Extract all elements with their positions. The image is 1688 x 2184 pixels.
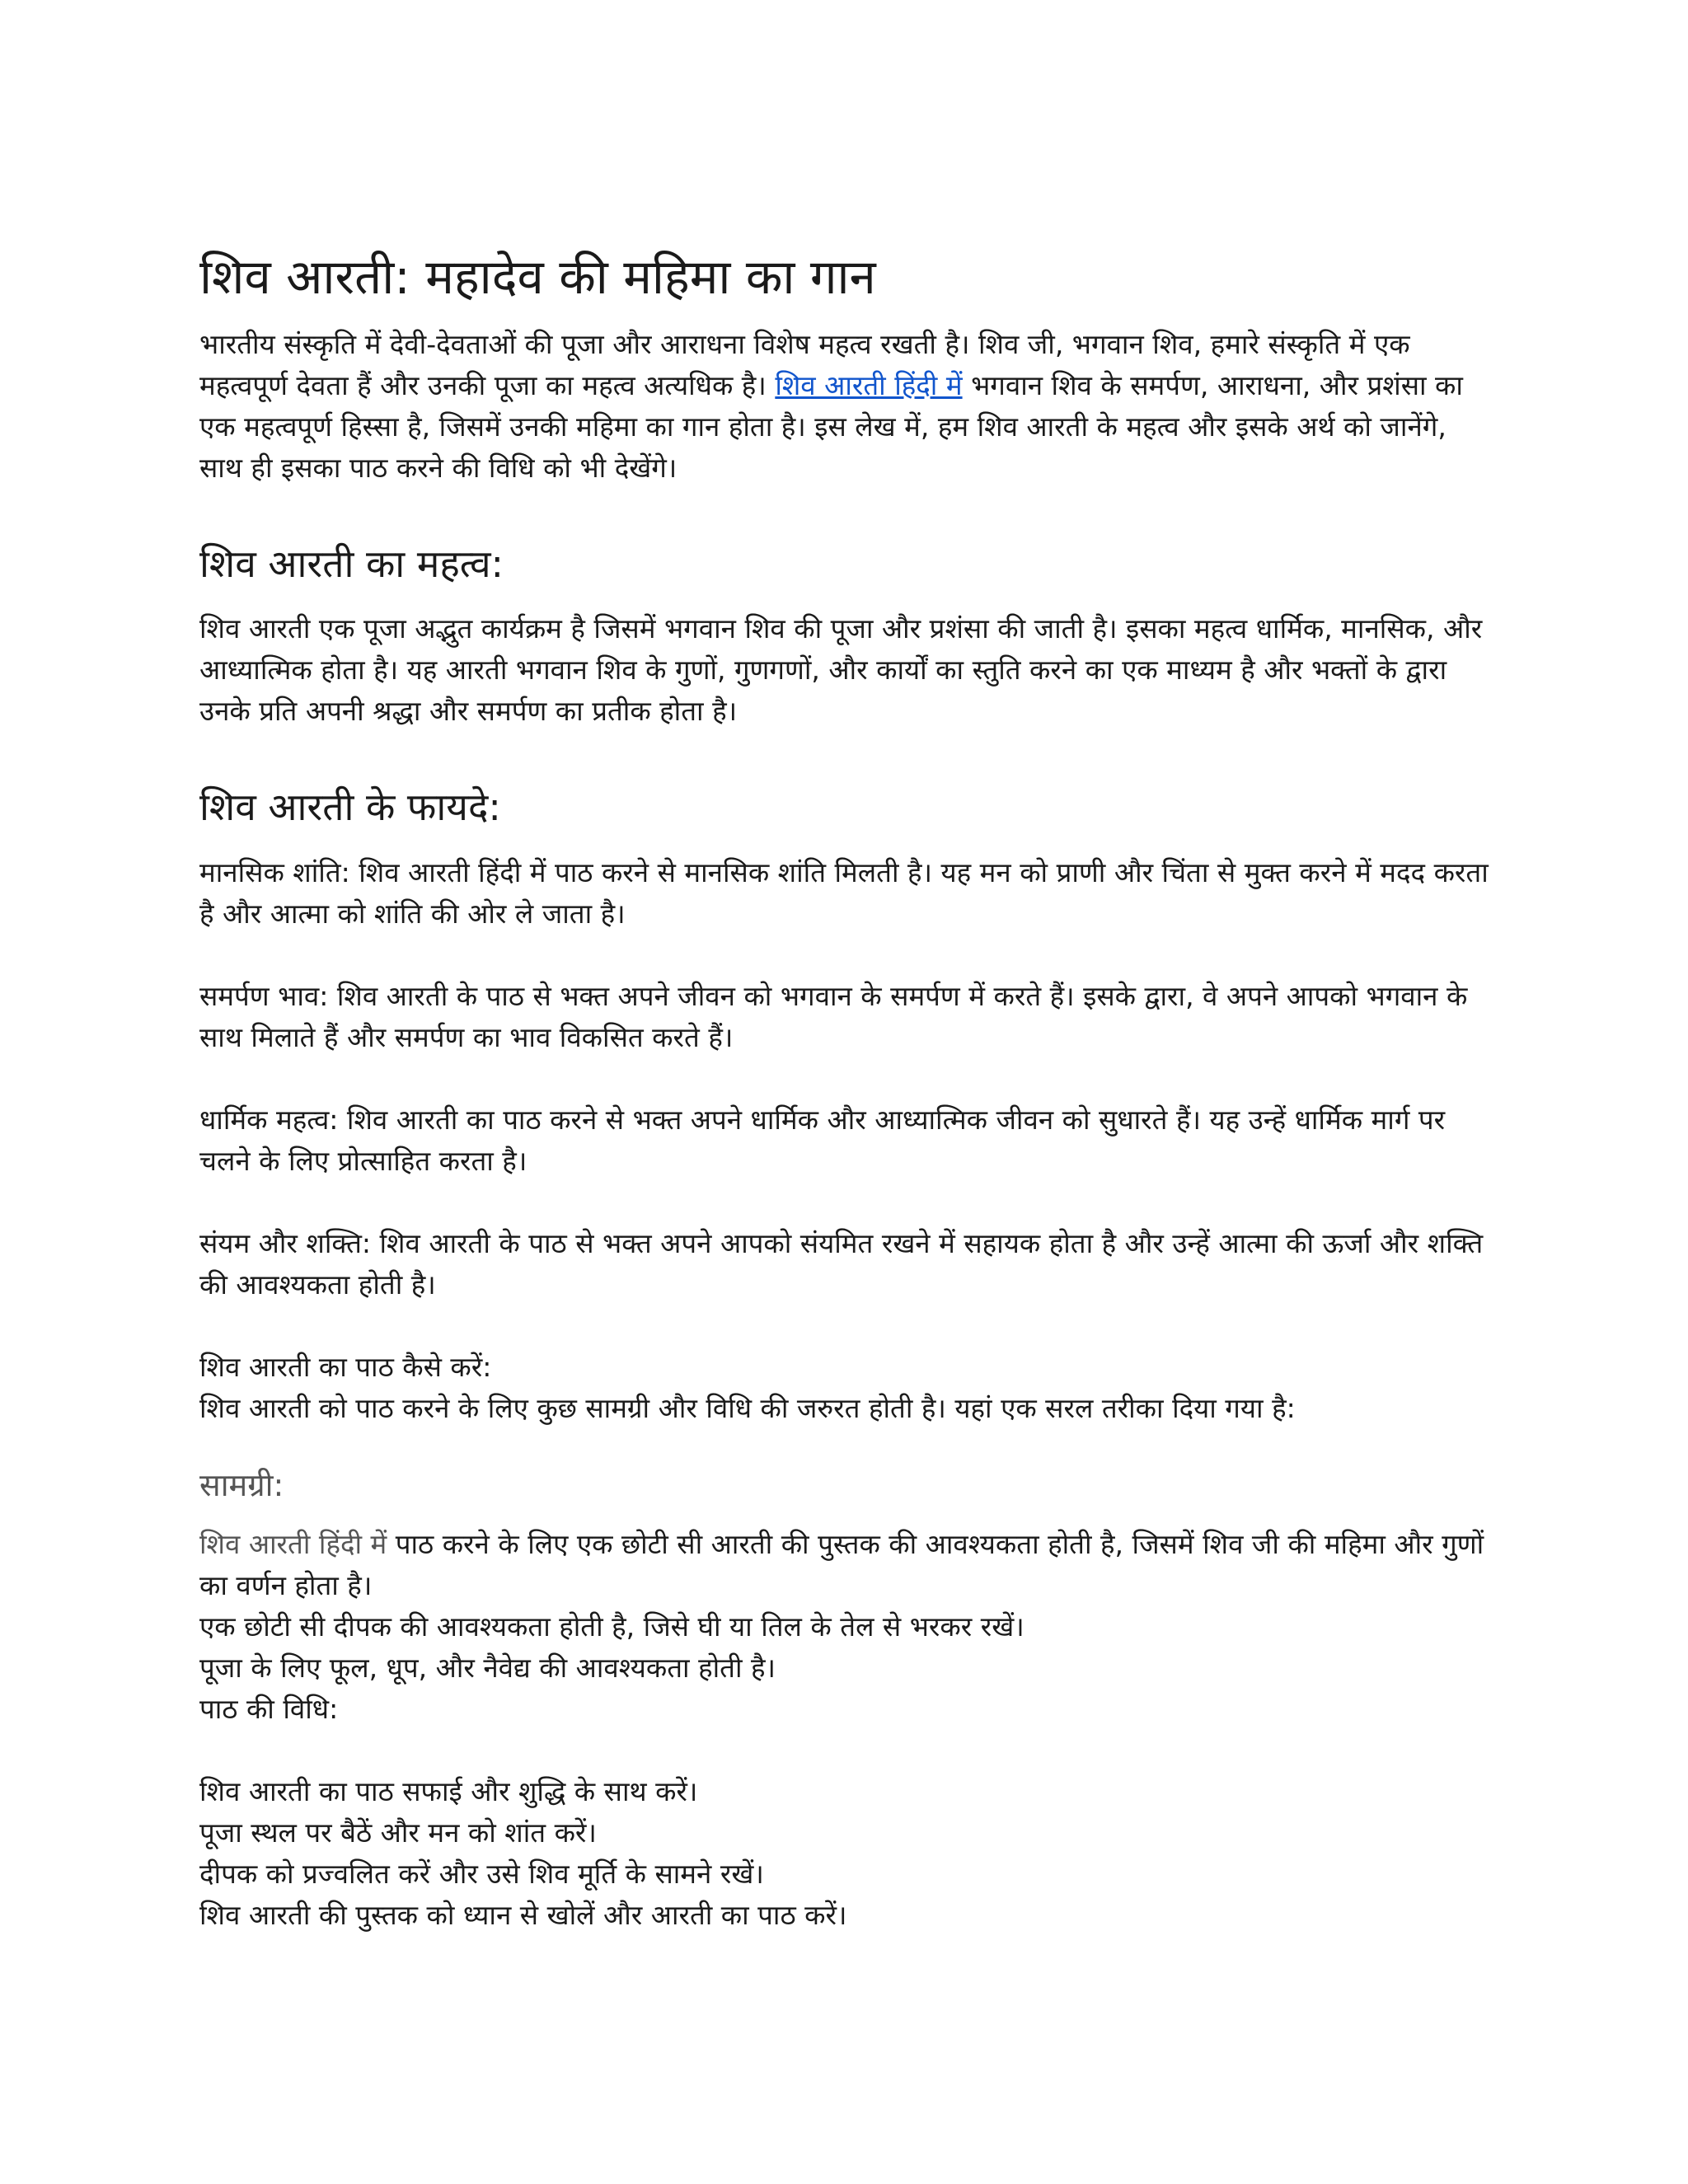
importance-paragraph: शिव आरती एक पूजा अद्भुत कार्यक्रम है जिसमें भगवान शिव की पूजा और प्रशंसा की जाती है। इसका महत्व धार्मिक, मानसिक, और आध्यात्मिक होता है। यह आरती भगवान शिव के गुणों, गुणगणों, और कार्यों का स्तुति करने का एक माध्यम है और भक्तों के द्वारा उनके प्रति अपनी श्रद्धा और समर्पण का प्रतीक होता है। xyxy=(199,612,1483,728)
benefit-item-religious: धार्मिक महत्व: शिव आरती का पाठ करने से भक्त अपने धार्मिक और आध्यात्मिक जीवन को सुधारते हैं। यह उन्हें धार्मिक मार्ग पर चलने के लिए प्रोत्साहित करता है। xyxy=(199,1104,1446,1178)
shiv-aarti-hindi-link[interactable]: शिव आरती हिंदी में xyxy=(775,368,963,401)
benefit-item-restraint: संयम और शक्ति: शिव आरती के पाठ से भक्त अपने आपको संयमित रखने में सहायक होता है और उन्हें आत्मा की ऊर्जा और शक्ति की आवश्यकता होती है। xyxy=(199,1227,1484,1301)
howto-intro: शिव आरती को पाठ करने के लिए कुछ सामग्री और विधि की जरुरत होती है। यहां एक सरल तरीका दिया गया है: xyxy=(199,1392,1296,1425)
howto-title: शिव आरती का पाठ कैसे करें: xyxy=(199,1351,492,1384)
importance-heading: शिव आरती का महत्व: xyxy=(199,541,504,586)
benefits-heading: शिव आरती के फायदे: xyxy=(199,785,501,830)
method-step: दीपक को प्रज्वलित करें और उसे शिव मूर्ति के सामने रखें। xyxy=(199,1858,764,1891)
method-step: शिव आरती का पाठ सफाई और शुद्धि के साथ करें। xyxy=(199,1775,698,1808)
method-step: पूजा स्थल पर बैठें और मन को शांत करें। xyxy=(199,1816,597,1849)
intro-paragraph xyxy=(199,324,1493,489)
benefit-item-devotion: समर्पण भाव: शिव आरती के पाठ से भक्त अपने जीवन को भगवान के समर्पण में करते हैं। इसके द्वारा, वे अपने आपको भगवान के साथ मिलाते हैं और समर्पण का भाव विकसित करते हैं। xyxy=(199,980,1468,1054)
page-title: शिव आरती: महादेव की महिमा का गान xyxy=(199,249,876,305)
method-step: शिव आरती की पुस्तक को ध्यान से खोलें और आरती का पाठ करें। xyxy=(199,1899,847,1932)
intro-text-after-link: भगवान शिव के समर्पण, आराधना, और प्रशंसा का एक महत्वपूर्ण हिस्सा है, जिसमें उनकी महिमा का गान होता है। इस लेख में, हम शिव आरती के महत्व और इसके अर्थ को जानेंगे, साथ ही इसका पाठ करने की विधि को भी देखेंगे। xyxy=(199,368,1463,484)
materials-heading: सामग्री: xyxy=(199,1467,284,1504)
spacer xyxy=(199,1730,1493,1771)
materials-item-book-rest: पाठ करने के लिए एक छोटी सी आरती की पुस्तक की आवश्यकता होती है, जिसमें शिव जी की महिमा और गुणों का वर्णन होता है। xyxy=(199,1528,1484,1602)
materials-item-lamp: एक छोटी सी दीपक की आवश्यकता होती है, जिसे घी या तिल के तेल से भरकर रखें। xyxy=(199,1610,1025,1643)
materials-item-flowers: पूजा के लिए फूल, धूप, और नैवेद्य की आवश्यकता होती है। xyxy=(199,1652,776,1685)
document-page xyxy=(199,247,1493,1936)
intro-text-before-link: भारतीय संस्कृति में देवी-देवताओं की पूजा और आराधना विशेष महत्व रखती है। शिव जी, भगवान शिव, हमारे संस्कृति में एक महत्वपूर्ण देवता हैं और उनकी पूजा का महत्व अत्यधिक है। xyxy=(199,327,1410,401)
materials-item-book-prefix: शिव आरती हिंदी में xyxy=(199,1528,387,1561)
materials-item-book xyxy=(199,1524,1493,1606)
method-label: पाठ की विधि: xyxy=(199,1693,339,1726)
benefit-item-mental-peace: मानसिक शांति: शिव आरती हिंदी में पाठ करने से मानसिक शांति मिलती है। यह मन को प्राणी और चिंता से मुक्त करने में मदद करता है और आत्मा को शांति की ओर ले जाता है। xyxy=(199,856,1489,930)
